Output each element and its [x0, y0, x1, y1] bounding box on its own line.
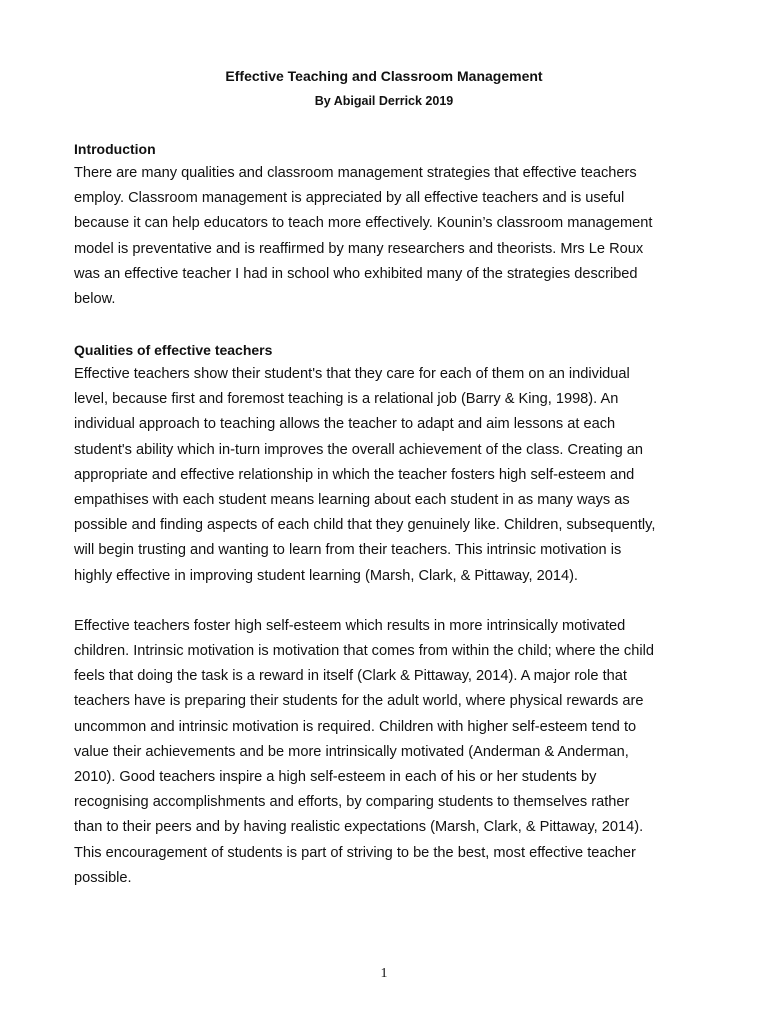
text-line: because it can help educators to teach more effectively. Kounin’s classroom management [74, 215, 653, 232]
text-line: feels that doing the task is a reward in itself (Clark & Pittaway, 2014). A major role that [74, 668, 627, 685]
text-line: individual approach to teaching allows the teacher to adapt and aim lessons at each [74, 416, 616, 433]
text-line: model is preventative and is reaffirmed by many researchers and theorists. Mrs Le Roux [74, 240, 644, 257]
text-line: Effective teachers show their student's that they care for each of them on an individual [74, 366, 630, 382]
text-line: employ. Classroom management is appreciated by all effective teachers and is useful [74, 190, 625, 207]
text-line: recognising accomplishments and efforts, by comparing students to themselves rather [74, 794, 630, 811]
text-line: uncommon and intrinsic motivation is required. Children with higher self-esteem tend to [74, 718, 637, 735]
text-line: highly effective in improving student learning (Marsh, Clark, & Pittaway, 2014). [74, 567, 578, 584]
qualities-heading: Qualities of effective teachers [74, 342, 273, 358]
text-line: was an effective teacher I had in school who exhibited many of the strategies described [74, 265, 638, 282]
text-line: teachers have is preparing their students for the adult world, where physical rewards are [74, 693, 644, 710]
text-line: possible. [74, 869, 132, 886]
text-line: student's ability which in-turn improves the overall achievement of the class. Creating an [74, 441, 643, 458]
introduction-paragraph [74, 161, 704, 312]
introduction-heading: Introduction [74, 141, 156, 157]
text-line: empathises with each student means learning about each student in as many ways as [74, 492, 630, 509]
introduction-section [74, 137, 704, 312]
text-line: will begin trusting and wanting to learn from their teachers. This intrinsic motivation is [74, 542, 622, 559]
text-line: This encouragement of students is part of striving to be the best, most effective teacher [74, 844, 636, 861]
text-line: 2010). Good teachers inspire a high self-esteem in each of his or her students by [74, 769, 597, 786]
qualities-paragraph-1 [74, 362, 704, 589]
text-line: below. [74, 291, 116, 308]
qualities-section [74, 338, 704, 891]
text-line: children. Intrinsic motivation is motivation that comes from within the child; where the child [74, 643, 654, 660]
text-line: value their achievements and be more intrinsically motivated (Anderman & Anderman, [74, 743, 629, 760]
text-line: level, because first and foremost teaching is a relational job (Barry & King, 1998). An [74, 391, 619, 408]
text-line: Effective teachers foster high self-esteem which results in more intrinsically motivated [74, 617, 626, 634]
paragraph-gap [74, 589, 704, 614]
page-number: 1 [380, 966, 388, 981]
text-line: There are many qualities and classroom management strategies that effective teachers [74, 165, 637, 181]
qualities-paragraph-2 [74, 614, 704, 891]
text-line: appropriate and effective relationship in which the teacher fosters high self-esteem and [74, 466, 635, 483]
document-author: By Abigail Derrick 2019 [314, 94, 454, 108]
text-line: possible and finding aspects of each child that they genuinely like. Children, subsequently, [74, 517, 656, 534]
document-title: Effective Teaching and Classroom Management [225, 68, 543, 84]
text-line: than to their peers and by having realistic expectations (Marsh, Clark, & Pittaway, 2014). [74, 819, 644, 836]
